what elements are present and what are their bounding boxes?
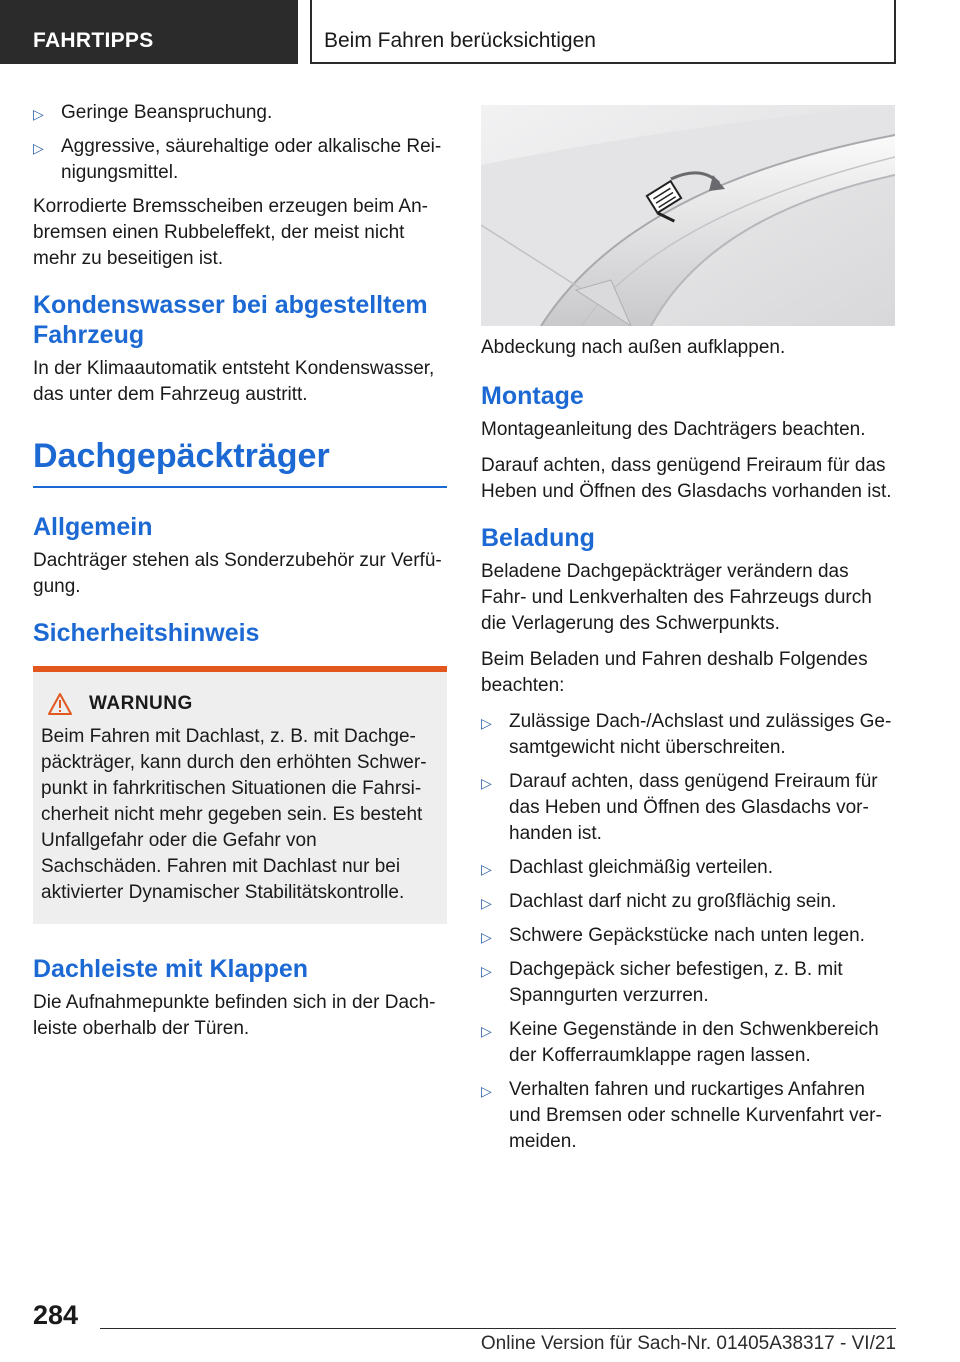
- paragraph-mounting-1: Montageanleitung des Dachträgers beachten.: [481, 419, 866, 440]
- list-item-text: Schwere Gepäckstücke nach unten legen.: [509, 925, 865, 946]
- heading-condensation: Kondenswasser bei abgestelltem Fahrzeug: [33, 291, 428, 349]
- left-column: [33, 100, 447, 1052]
- list-item-text: Verhalten fahren und ruckartiges Anfahren und Bremsen oder schnelle Kurvenfahrt vermeiden.: [509, 1079, 882, 1152]
- section-title-roof-rack: Dachgepäckträger: [33, 434, 447, 488]
- heading-loading: Beladung: [481, 524, 595, 552]
- roof-rail-flap-illustration: [481, 105, 895, 326]
- list-item-text: Geringe Beanspruchung.: [61, 102, 273, 123]
- heading-mounting: Montage: [481, 382, 584, 410]
- paragraph-general: Dachträger stehen als Sonderzubehör zur Verfügung.: [33, 550, 442, 597]
- warning-triangle-icon: [47, 692, 73, 716]
- paragraph-brake-discs: Korrodierte Bremsscheiben erzeugen beim Anbremsen einen Rubbeleffekt, der meist nicht mehr zu beseitigen ist.: [33, 196, 428, 269]
- list-item: [481, 1017, 895, 1069]
- warning-box: [33, 666, 447, 924]
- triangle-bullet-icon: ▷: [481, 1023, 492, 1039]
- triangle-bullet-icon: ▷: [481, 861, 492, 877]
- header-section-tab: FAHRTIPPS: [0, 0, 298, 64]
- header-chapter-title: Beim Fahren berücksichtigen: [310, 0, 896, 64]
- list-item: [481, 957, 895, 1009]
- triangle-bullet-icon: ▷: [481, 1083, 492, 1099]
- list-item-text: Dachlast darf nicht zu großflächig sein.: [509, 891, 837, 912]
- list-item-text: Dachgepäck sicher befestigen, z. B. mit Spanngurten verzurren.: [509, 959, 843, 1006]
- list-item-text: Darauf achten, dass genügend Freiraum für das Heben und Öffnen des Glasdachs vorhanden ist.: [509, 771, 878, 844]
- right-column: [481, 335, 895, 1163]
- list-item: [481, 923, 895, 949]
- list-item-text: Dachlast gleichmäßig verteilen.: [509, 857, 774, 878]
- paragraph-loading-1: Beladene Dachgepäckträger verändern das Fahr- und Lenkverhalten des Fahrzeugs durch die Verlagerung des Schwerpunkts.: [481, 561, 872, 634]
- paragraph-loading-2: Beim Beladen und Fahren deshalb Folgendes beachten:: [481, 649, 868, 696]
- list-item: [481, 769, 895, 847]
- list-item-text: Keine Gegenstände in den Schwenkbereich der Kofferraumklappe ragen lassen.: [509, 1019, 879, 1066]
- figure-caption: Abdeckung nach außen aufklappen.: [481, 337, 786, 358]
- list-item: [481, 855, 895, 881]
- heading-general: Allgemein: [33, 513, 153, 541]
- heading-safety-note: Sicherheitshinweis: [33, 619, 260, 647]
- triangle-bullet-icon: ▷: [481, 929, 492, 945]
- list-item: [481, 1077, 895, 1155]
- warning-title: WARNUNG: [89, 693, 193, 714]
- roof-illustration-drawing: [481, 105, 895, 326]
- triangle-bullet-icon: ▷: [33, 106, 44, 122]
- triangle-bullet-icon: ▷: [481, 963, 492, 979]
- bullet-list-loading: [481, 709, 895, 1155]
- triangle-bullet-icon: ▷: [481, 895, 492, 911]
- paragraph-mounting-2: Darauf achten, dass genügend Freiraum für das Heben und Öffnen des Glasdachs vorhanden ist.: [481, 455, 892, 502]
- list-item: [33, 134, 447, 186]
- page-number: 284: [33, 1300, 79, 1330]
- list-item: [481, 889, 895, 915]
- list-item-text: Aggressive, säurehaltige oder alkalische Reinigungsmittel.: [61, 136, 442, 183]
- warning-title-row: [41, 692, 437, 716]
- warning-text: Beim Fahren mit Dachlast, z. B. mit Dachgepäckträger, kann durch den erhöhten Schwerpunkt in fahrkritischen Situationen die Fahrsicherheit nicht mehr gegeben sein. Es besteht Unfallgefahr oder die Gefahr von Sachschäden. Fahren mit Dachlast nur bei aktivierter Dynamischer Stabilitätskontrolle.: [41, 726, 427, 903]
- triangle-bullet-icon: ▷: [481, 775, 492, 791]
- list-item: [33, 100, 447, 126]
- triangle-bullet-icon: ▷: [33, 140, 44, 156]
- heading-roof-rail: Dachleiste mit Klappen: [33, 955, 309, 983]
- list-item-text: Zulässige Dach-/Achslast und zulässiges Gesamtgewicht nicht überschreiten.: [509, 711, 892, 758]
- triangle-bullet-icon: ▷: [481, 715, 492, 731]
- paragraph-roof-rail: Die Aufnahmepunkte befinden sich in der Dachleiste oberhalb der Türen.: [33, 992, 436, 1039]
- footer-version-text: Online Version für Sach-Nr. 01405A38317 - VI/21: [480, 1333, 896, 1354]
- list-item: [481, 709, 895, 761]
- bullet-list-cleaning: [33, 100, 447, 186]
- paragraph-condensation: In der Klimaautomatik entsteht Kondenswasser, das unter dem Fahrzeug austritt.: [33, 358, 435, 405]
- footer-divider: [100, 1328, 896, 1329]
